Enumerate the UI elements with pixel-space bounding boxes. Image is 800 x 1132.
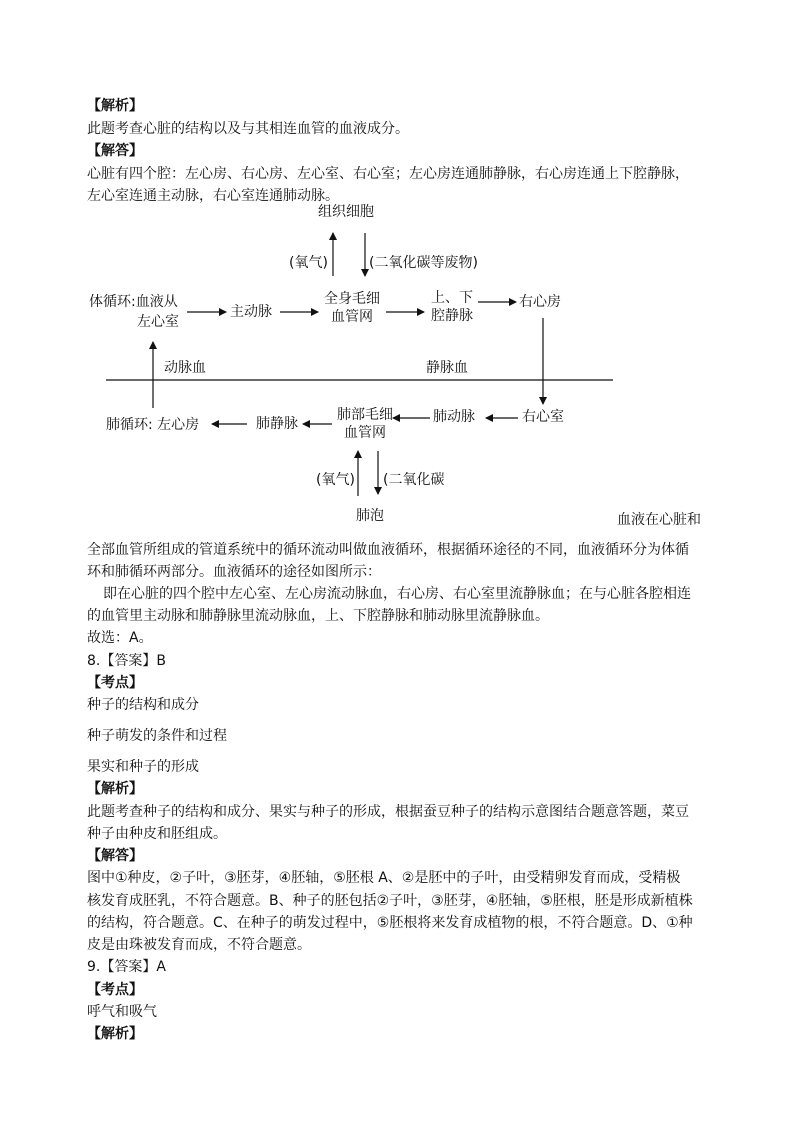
label-left-ventricle: 左心室: [137, 314, 179, 330]
q8-kaodian-item: 种子萌发的条件和过程: [87, 728, 227, 744]
paragraph-line: 全部血管所组成的管道系统中的循环流动叫做血液循环，根据循环途径的不同，血液循环分为体循: [87, 542, 689, 558]
q8-jiexi-line: 种子由种皮和胚组成。: [87, 826, 227, 842]
section-heading-analysis: 【解析】: [87, 98, 143, 114]
paragraph-line: 的血管里主动脉和肺静脉里流动脉血，上、下腔静脉和肺动脉里流静脉血。: [87, 608, 549, 624]
q9-heading-kaodian: 【考点】: [87, 982, 143, 998]
label-alveoli: 肺泡: [356, 508, 384, 524]
text-inline-tail: 血液在心脏和: [617, 512, 701, 528]
label-arterial-blood: 动脉血: [164, 360, 206, 376]
label-tissue-cells: 组织细胞: [318, 204, 374, 220]
label-aorta: 主动脉: [230, 304, 272, 320]
q8-jieda-line: 的结构，符合题意。C、在种子的萌发过程中，⑤胚根将来发育成植物的根，不符合题意。D、①种: [87, 915, 693, 931]
q8-heading-kaodian: 【考点】: [87, 675, 143, 691]
label-vena-cava-2: 腔静脉: [431, 308, 473, 324]
paragraph-line: 即在心脏的四个腔中左心室、左心房流动脉血，右心房、右心室里流静脉血；在与心脏各腔相连: [103, 586, 691, 602]
answer-text-line: 心脏有四个腔：左心房、右心房、左心室、右心室；左心房连通肺静脉，右心房连通上下腔静脉，: [87, 166, 689, 182]
label-right-ventricle: 右心室: [522, 409, 564, 425]
label-pulmonary-vein: 肺静脉: [256, 416, 298, 432]
q8-jieda-line: 核发育成胚乳，不符合题意。B、种子的胚包括②子叶，③胚芽，④胚轴，⑤胚根，胚是形成新植株: [87, 893, 693, 909]
q8-jieda-line: 图中①种皮，②子叶，③胚芽，④胚轴，⑤胚根 A、②是胚中的子叶，由受精卵发育而成，受精极: [87, 870, 681, 886]
label-body-capillary-2: 血管网: [331, 309, 373, 325]
section-heading-answer: 【解答】: [87, 143, 143, 159]
label-vena-cava-1: 上、下: [431, 290, 473, 306]
q8-heading-jiexi: 【解析】: [87, 781, 143, 797]
label-oxygen-top: (氧气): [289, 255, 328, 271]
answer-choice: 故选：A。: [87, 630, 153, 646]
q9-kaodian-item: 呼气和吸气: [87, 1004, 157, 1020]
label-venous-blood: 静脉血: [426, 360, 468, 376]
q8-kaodian-item: 果实和种子的形成: [87, 759, 199, 775]
label-pulmonary-artery: 肺动脉: [433, 409, 475, 425]
label-body-capillary-1: 全身毛细: [324, 291, 380, 307]
answer-text-line: 左心室连通主动脉，右心室连通肺动脉。: [87, 188, 339, 204]
q9-answer: 9.【答案】A: [87, 959, 166, 975]
label-co2-bottom: (二氧化碳: [383, 472, 445, 488]
q8-jieda-line: 皮是由珠被发育而成，不符合题意。: [87, 937, 311, 953]
label-right-atrium: 右心房: [519, 294, 561, 310]
label-lung-capillary-2: 血管网: [344, 425, 386, 441]
q8-heading-jieda: 【解答】: [87, 848, 143, 864]
paragraph-line: 环和肺循环两部分。血液循环的途径如图所示：: [87, 564, 381, 580]
q9-heading-jiexi: 【解析】: [87, 1026, 143, 1042]
label-co2-top: (二氧化碳等废物): [369, 255, 478, 271]
label-lung-capillary-1: 肺部毛细: [337, 407, 393, 423]
q8-kaodian-item: 种子的结构和成分: [87, 697, 199, 713]
q8-answer: 8.【答案】B: [87, 653, 166, 669]
label-pulmonary-circulation: 肺循环: 左心房: [106, 417, 200, 433]
q8-jiexi-line: 此题考查种子的结构和成分、果实与种子的形成，根据蚕豆种子的结构示意图结合题意答题，菜豆: [87, 804, 689, 820]
label-oxygen-bottom: (氧气): [316, 472, 355, 488]
label-systemic-circulation: 体循环:血液从: [89, 294, 178, 310]
analysis-text: 此题考查心脏的结构以及与其相连血管的血液成分。: [87, 121, 409, 137]
